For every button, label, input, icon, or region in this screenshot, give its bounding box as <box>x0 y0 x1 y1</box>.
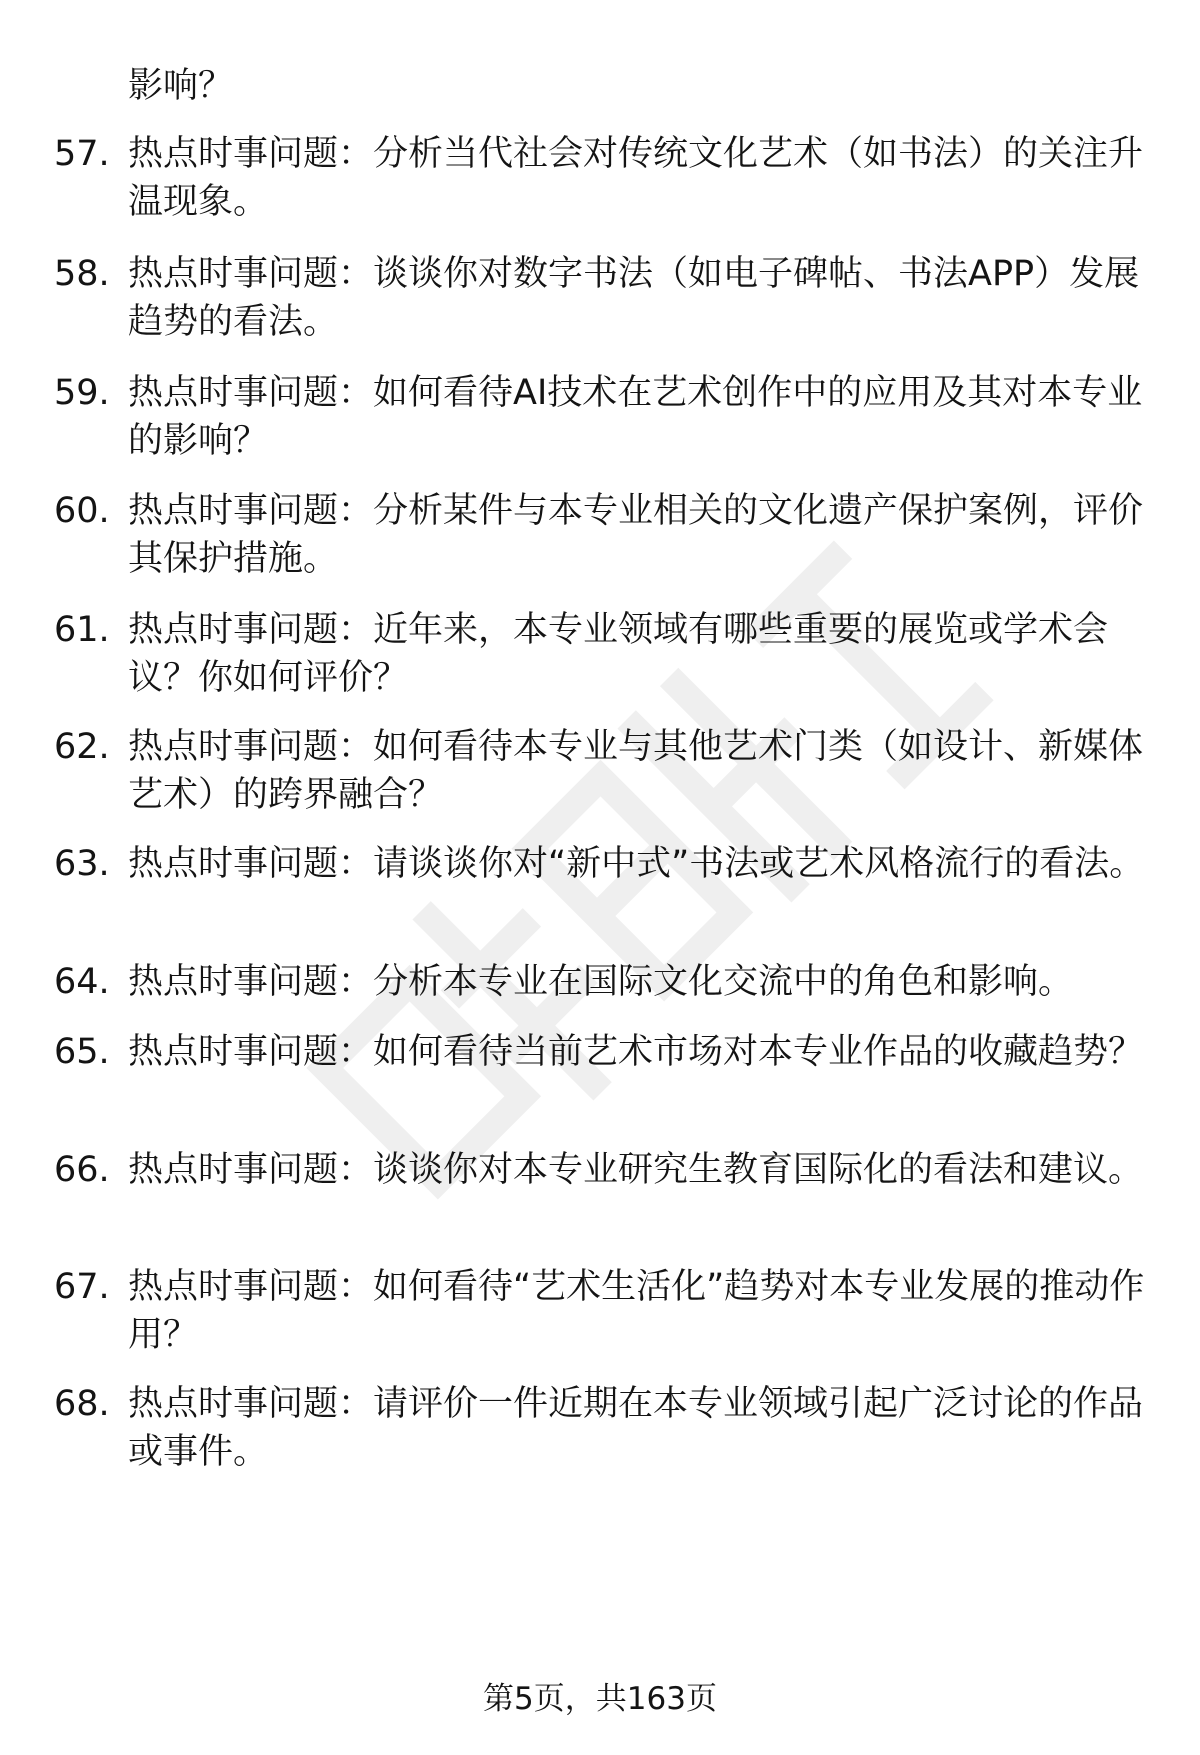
question-number: 64. <box>54 962 110 1002</box>
question-text: 热点时事问题：请评价一件近期在本专业领域引起广泛讨论的作品或事件。 <box>128 1384 1144 1472</box>
question-text: 热点时事问题：分析本专业在国际文化交流中的角色和影响。 <box>128 962 1074 1002</box>
question-number: 62. <box>54 727 110 767</box>
question-number: 65. <box>54 1032 110 1072</box>
question-text: 热点时事问题：如何看待当前艺术市场对本专业作品的收藏趋势？ <box>128 1032 1144 1072</box>
question-number: 57. <box>54 134 110 174</box>
continuation-text: 影响？ <box>128 66 234 106</box>
question-number: 60. <box>54 491 110 531</box>
question-number: 58. <box>54 254 110 294</box>
question-number: 59. <box>54 373 110 413</box>
question-text: 热点时事问题：谈谈你对数字书法（如电子碑帖、书法APP）发展趋势的看法。 <box>128 254 1140 342</box>
question-text: 热点时事问题：谈谈你对本专业研究生教育国际化的看法和建议。 <box>128 1150 1144 1190</box>
question-number: 67. <box>54 1267 110 1307</box>
page-footer: 第5页，共163页 <box>483 1681 717 1717</box>
question-number: 66. <box>54 1150 110 1190</box>
question-text: 热点时事问题：请谈谈你对“新中式”书法或艺术风格流行的看法。 <box>128 844 1145 884</box>
question-text: 热点时事问题：分析某件与本专业相关的文化遗产保护案例，评价其保护措施。 <box>128 491 1144 579</box>
question-text: 热点时事问题：分析当代社会对传统文化艺术（如书法）的关注升温现象。 <box>128 134 1144 222</box>
question-number: 63. <box>54 844 110 884</box>
question-text: 热点时事问题：如何看待“艺术生活化”趋势对本专业发展的推动作用？ <box>128 1267 1145 1355</box>
question-number: 68. <box>54 1384 110 1424</box>
question-text: 热点时事问题：如何看待AI技术在艺术创作中的应用及其对本专业的影响？ <box>128 373 1143 461</box>
question-text: 热点时事问题：近年来，本专业领域有哪些重要的展览或学术会议？你如何评价？ <box>128 610 1109 698</box>
question-number: 61. <box>54 610 110 650</box>
question-text: 热点时事问题：如何看待本专业与其他艺术门类（如设计、新媒体艺术）的跨界融合？ <box>128 727 1144 815</box>
